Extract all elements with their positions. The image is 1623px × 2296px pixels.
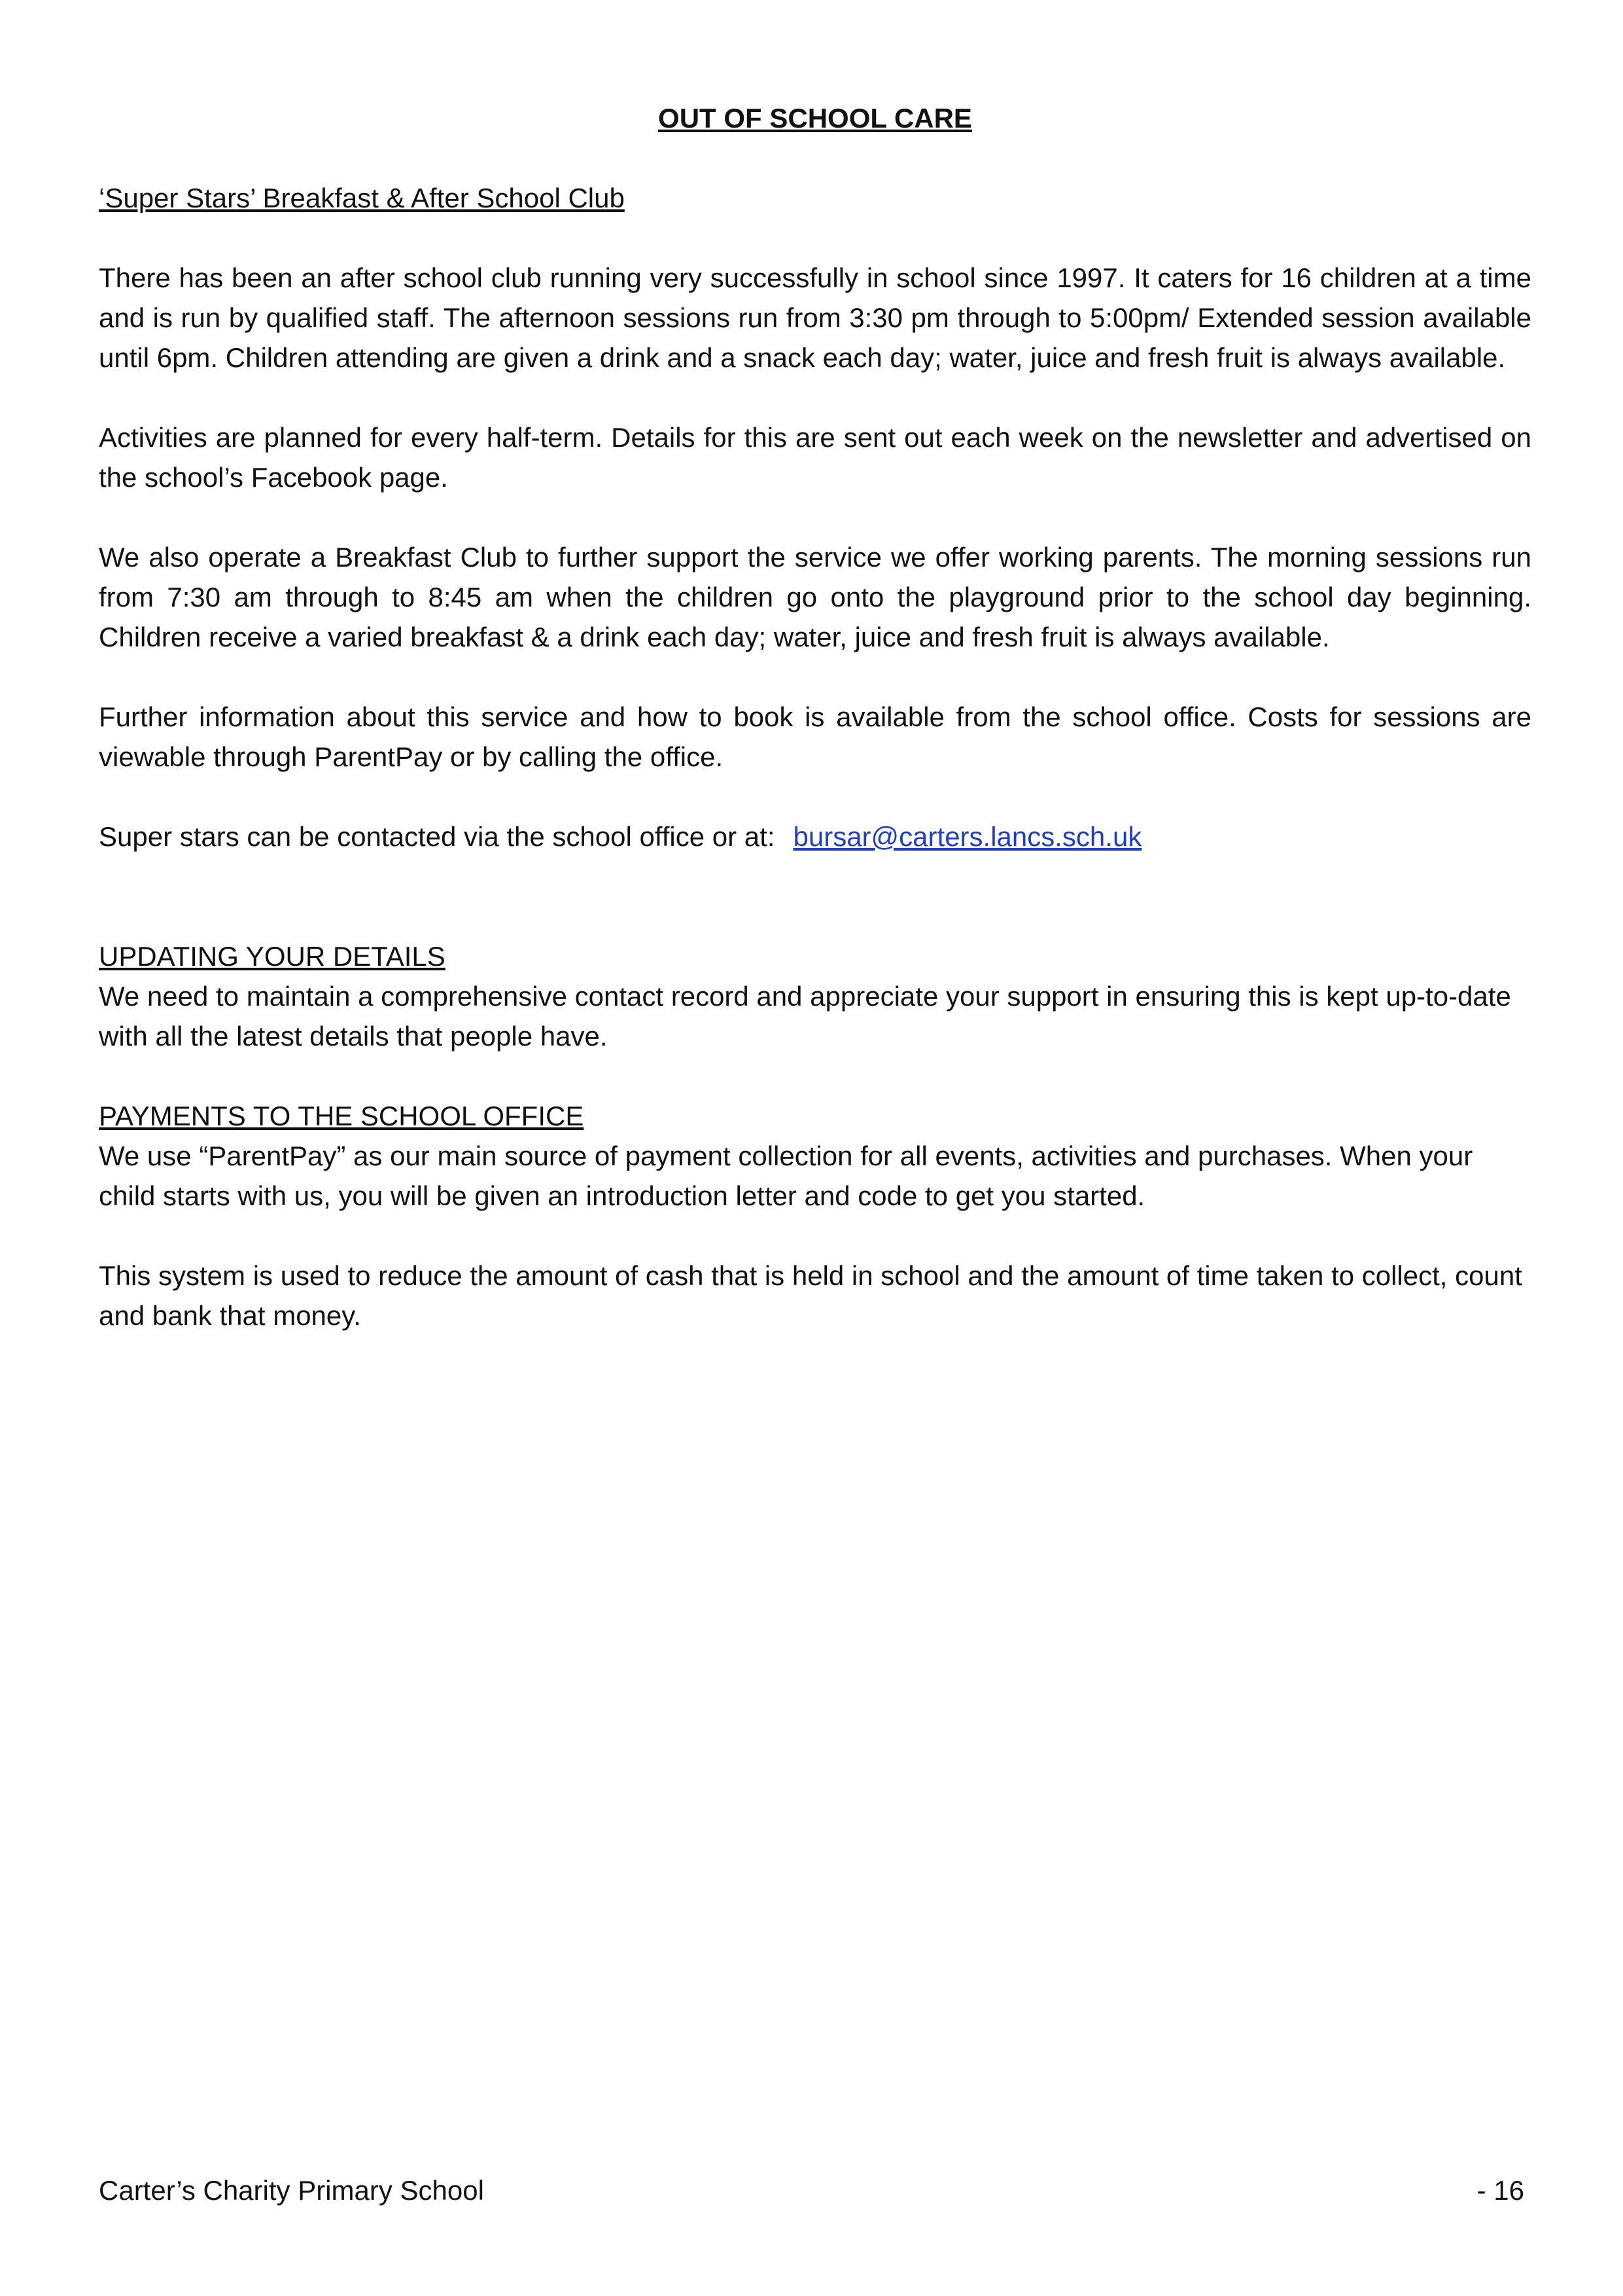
contact-text: Super stars can be contacted via the school office or at: [99,821,775,852]
paragraph-further-info: Further information about this service and how to book is available from the school office. Costs for sessions are viewable through ParentPay or by calling the office. [99,701,1531,772]
page-title: OUT OF SCHOOL CARE [658,103,972,133]
payments-body: We use “ParentPay” as our main source of payment collection for all events, activities and purchases. When your child starts with us, you will be given an introduction letter and code to get you started. [99,1140,1473,1211]
spacer [99,857,1531,896]
spacer [99,896,1531,936]
payments-heading: PAYMENTS TO THE SCHOOL OFFICE [99,1101,584,1131]
contact-line [99,817,1531,857]
paragraph-activities: Activities are planned for every half-term. Details for this are sent out each week on the newsletter and advertised on the school’s Facebook page. [99,422,1531,493]
updating-details-body: We need to maintain a comprehensive contact record and appreciate your support in ensuring this is kept up-to-date with all the latest details that people have. [99,981,1511,1051]
email-link[interactable]: bursar@carters.lancs.sch.uk [793,821,1142,852]
footer-page-number: - 16 [1476,2175,1524,2206]
page-content [99,98,1531,1375]
footer-school-name: Carter’s Charity Primary School [99,2175,484,2206]
updating-details-heading: UPDATING YOUR DETAILS [99,941,445,972]
club-heading: ‘Super Stars’ Breakfast & After School Club [99,183,625,213]
paragraph-after-school-club: There has been an after school club running very successfully in school since 1997. It caters for 16 children at a time and is run by qualified staff. The afternoon sessions run from 3:30 pm through to 5:00pm/ Extended session available until 6pm. Children attending are given a drink and a snack each day; water, juice and fresh fruit is always available. [99,262,1531,373]
payments-system-body: This system is used to reduce the amount of cash that is held in school and the amount of time taken to collect, count and bank that money. [99,1260,1522,1331]
spacer [99,218,1531,258]
paragraph-breakfast-club: We also operate a Breakfast Club to further support the service we offer working parents. The morning sessions run from 7:30 am through to 8:45 am when the children go onto the playground prior to the school day beginning. Children receive a varied breakfast & a drink each day; water, juice and fresh fruit is always available. [99,542,1531,652]
